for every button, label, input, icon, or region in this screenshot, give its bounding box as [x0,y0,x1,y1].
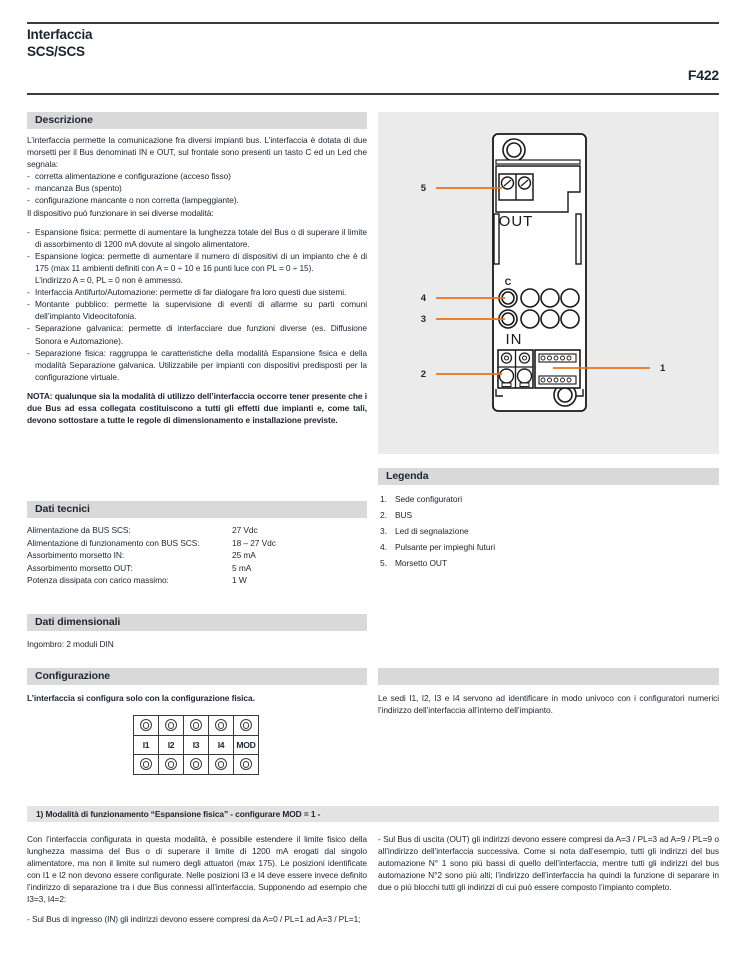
section-header-dati-dimensionali: Dati dimensionali [27,614,367,631]
seat-socket-top[interactable] [184,716,209,736]
list-item [378,539,719,555]
spec-label: Alimentazione da BUS SCS: [27,525,131,535]
table-row [27,537,367,550]
seat-socket-bottom[interactable] [184,755,209,775]
legend-number: 4. [380,542,387,552]
modalita-left-column [27,833,367,925]
list-item: - Espansione logica: permette di aumentare il numero di dispositivi di un impianto che è di 175 (max 11 ambienti definiti con A = 0 ÷ 10 e 16 punti luce con PL = 0 ÷ 15). [27,250,367,274]
spec-value: 5 mA [232,562,252,573]
seat-socket-bottom[interactable] [234,755,259,775]
list-item [378,523,719,539]
configurator-seat-table [133,715,259,775]
section-header-legenda: Legenda [378,468,719,485]
page-title-line2: SCS/SCS [27,43,85,59]
descrizione-nota: NOTA: qualunque sia la modalità di utilizzo dell’interfaccia occorre tener presente che i due Bus ad essa collegata costituiscono a tutti gli effetti due impianti e, come tali, devono sottostare a tutte le regole di dimensionamento e installazione previste. [27,390,367,426]
spec-value: 27 Vdc [232,525,258,535]
socket-ring-icon [140,719,152,731]
configurazione-right-text: Le sedi I1, I2, I3 e I4 servono ad identificare in modo univoco con i configuratori numerici l’indirizzo dell’interfaccia all’interno dell’impianto. [378,693,719,716]
seat-label-i4: I4 [209,735,234,755]
table-row [27,524,367,537]
spec-label: Assorbimento morsetto IN: [27,550,125,561]
socket-ring-icon [215,758,227,770]
header-rule-top [27,22,719,24]
list-item [378,555,719,571]
modalita-left-paragraph: Con l’interfaccia configurata in questa modalità, è possibile estendere il limite fisico della lunghezza massima del Bus o di superare il limite di 1200 mA erogati dal singolo alimentatore, ma non il limite sul numero degli attuatori (max 175). Le posizioni identificate con I1 e I2 non devono essere configurate. Nelle posizioni I3 e I4 deve essere invece definito l’indirizzo di separazione tra i due Bus connessi all’interfaccia. Supponendo ad esempio che I3=3, I4=2: [27,834,367,905]
out-terminal-block [499,174,533,200]
header-rule-bottom [27,93,719,95]
socket-ring-icon [165,719,177,731]
table-row [27,549,367,562]
list-item: - Montante pubblico: permette la supervisione di eventi di allarme su parti comuni dell’impianto Videocitofonia. [27,298,367,322]
callout-number-5: 5 [420,183,426,194]
section-header-configurazione-right [378,668,719,685]
list-item: - Separazione galvanica: permette di interfacciare due funzioni diverse (es. Diffusione Sonora e Automazione). [27,322,367,346]
socket-ring-icon [140,758,152,770]
modalita-right-column [378,833,719,893]
callout-number-4: 4 [420,293,426,304]
legend-label: Led di segnalazione [395,526,469,536]
table-row [134,716,259,736]
device-label-in: IN [505,331,523,348]
seat-label-i2: I2 [159,735,184,755]
legend-label: Sede configuratori [395,494,463,504]
section-header-modalita: 1) Modalità di funzionamento “Espansione fisica” - configurare MOD = 1 - [27,806,719,822]
legend-label: Pulsante per impieghi futuri [395,542,496,552]
table-row [27,562,367,575]
legend-label: BUS [395,510,413,520]
list-item [378,507,719,523]
descrizione-intro: L’interfaccia permette la comunicazione fra diversi impianti bus. L’interfaccia è dotata di due morsetti per il Bus denominati IN e OUT, sul frontale sono presenti un tasto C ed un Led che segnala: [27,135,367,170]
seat-socket-top[interactable] [159,716,184,736]
seat-socket-bottom[interactable] [159,755,184,775]
modes-intro: Il dispositivo può funzionare in sei diverse modalità: [27,207,214,218]
spec-label: Alimentazione di funzionamento con BUS SCS: [27,537,200,548]
operating-modes-list [27,226,367,383]
callout-number-3: 3 [420,314,426,325]
legend-label: Morsetto OUT [395,558,447,568]
modalita-left-bullet: - Sul Bus di ingresso (IN) gli indirizzi devono essere compresi da A=0 / PL=1 ad A=3 / PL=1; [27,913,361,924]
legend-number: 1. [380,494,387,504]
list-item: - Separazione fisica: raggruppa le caratteristiche della modalità Espansione fisica e della modalità Separazione galvanica. Utilizzabile per impianti con dispositivi predisposti per la configurazione virtuale. [27,347,367,383]
page-title [27,27,92,60]
list-item: - mancanza Bus (spento) [27,182,367,194]
callout-number-1: 1 [660,363,666,374]
socket-ring-icon [240,719,252,731]
table-row [134,735,259,755]
socket-ring-icon [165,758,177,770]
modalita-right-bullet: - Sul Bus di uscita (OUT) gli indirizzi devono essere compresi da A=3 / PL=3 ad A=9 / PL=9 o all’indirizzo dell’interfaccia successiva. Come si nota dall’esempio, tutti gli indirizzi del bus automazione N° 1 sono più bassi di quello dell’interfaccia, mentre tutti gli indirizzi del bus automazione N°2 sono più alti; l’indirizzo dell’interfaccia ha quindi la funzione di separare in due o più blocchi tutti gli indirizzi di cui può essere composto l’impianto completo. [378,834,719,893]
spec-value: 25 mA [232,550,256,561]
socket-ring-icon [190,758,202,770]
list-item: - corretta alimentazione e configurazione (acceso fisso) [27,170,367,182]
spec-label: Potenza dissipata con carico massimo: [27,575,169,586]
seat-socket-top[interactable] [134,716,159,736]
callout-number-2: 2 [420,369,426,380]
section-header-configurazione: Configurazione [27,668,367,685]
table-row [27,574,367,587]
led-state-list [27,170,367,206]
socket-ring-icon [215,719,227,731]
device-label-out: OUT [498,213,534,230]
configurazione-left-text: L’interfaccia si configura solo con la configurazione fisica. [27,693,255,703]
list-item: - Interfaccia Antifurto/Automazione: permette di far dialogare fra loro questi due sistemi. [27,286,367,298]
product-code: F422 [687,67,719,83]
legend-number: 2. [380,510,387,520]
socket-ring-icon [240,758,252,770]
seat-socket-bottom[interactable] [134,755,159,775]
socket-ring-icon [190,719,202,731]
section-header-dati-tecnici: Dati tecnici [27,501,367,518]
seat-socket-top[interactable] [234,716,259,736]
dati-tecnici-table [27,524,367,587]
spec-label: Assorbimento morsetto OUT: [27,562,133,573]
dati-dimensionali-text: Ingombro: 2 moduli DIN [27,639,114,649]
seat-label-i1: I1 [134,735,159,755]
spec-value: 18 – 27 Vdc [232,537,276,548]
legend-list [378,491,719,571]
seat-label-i3: I3 [184,735,209,755]
descrizione-body [27,134,367,426]
list-item: L’indirizzo A = 0, PL = 0 non è ammesso. [35,275,183,286]
seat-socket-bottom[interactable] [209,755,234,775]
legend-number: 3. [380,526,387,536]
seat-label-mod: MOD [234,735,259,755]
device-illustration-panel [378,112,719,454]
table-row [134,755,259,775]
section-header-descrizione: Descrizione [27,112,367,129]
seat-socket-top[interactable] [209,716,234,736]
spec-value: 1 W [232,575,247,586]
page-title-line1: Interfaccia [27,27,93,42]
list-item: - Espansione fisica: permette di aumentare la lunghezza totale del Bus o di superare il limite di assorbimento di 1200 mA dovute al singolo alimentatore. [27,226,367,250]
list-item: - configurazione mancante o non corretta (lampeggiante). [27,194,367,206]
legend-number: 5. [380,558,387,568]
list-item [378,491,719,507]
device-label-c: C [504,277,512,287]
